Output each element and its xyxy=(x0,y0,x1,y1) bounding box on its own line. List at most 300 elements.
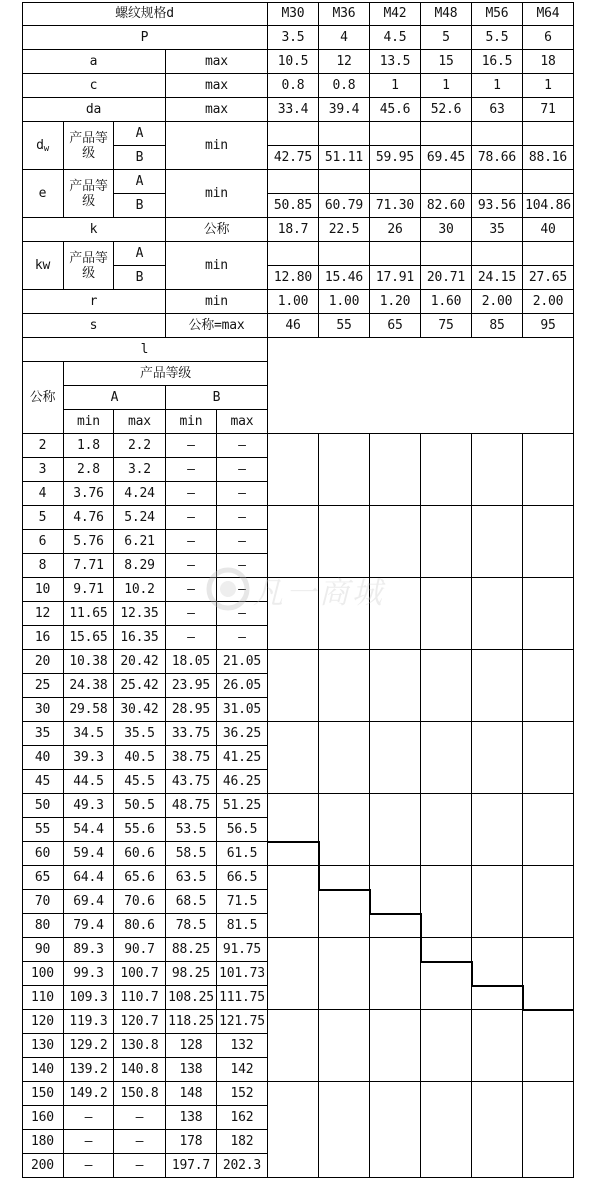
grade-b-value: 104.86 xyxy=(523,194,574,218)
prop-qualifier: min xyxy=(166,242,268,290)
prop-label: r xyxy=(22,290,166,314)
grade-b-value: 82.60 xyxy=(421,194,472,218)
l-value: — xyxy=(64,1154,114,1178)
l-value: 7.71 xyxy=(64,554,114,578)
l-value: 197.7 xyxy=(166,1154,217,1178)
grade-a-value xyxy=(370,122,421,146)
prop-value: 1 xyxy=(370,74,421,98)
grade-a-value xyxy=(523,242,574,266)
prop-label: k xyxy=(22,218,166,242)
prop-value: 52.6 xyxy=(421,98,472,122)
grade-label: 产品等级 xyxy=(64,242,114,290)
l-nominal: 6 xyxy=(22,530,64,554)
prop-value: 18 xyxy=(523,50,574,74)
l-value: 178 xyxy=(166,1130,217,1154)
watermark xyxy=(205,556,405,626)
prop-value: 85 xyxy=(472,314,523,338)
l-value: 30.42 xyxy=(114,698,166,722)
l-nominal: 45 xyxy=(22,770,64,794)
l-value: — xyxy=(166,458,217,482)
l-value: 34.5 xyxy=(64,722,114,746)
prop-value: 5.5 xyxy=(472,26,523,50)
size-column-area xyxy=(370,434,421,1178)
l-value: 24.38 xyxy=(64,674,114,698)
prop-value: 39.4 xyxy=(319,98,370,122)
l-value: 23.95 xyxy=(166,674,217,698)
l-grade-a: A xyxy=(64,386,166,410)
grade-b-value: 20.71 xyxy=(421,266,472,290)
grade-b-value: 27.65 xyxy=(523,266,574,290)
grade-a-value xyxy=(421,242,472,266)
size-header: M30 xyxy=(268,2,319,26)
l-value: 49.3 xyxy=(64,794,114,818)
l-value: 150.8 xyxy=(114,1082,166,1106)
l-value: 89.3 xyxy=(64,938,114,962)
grid-line xyxy=(268,505,574,506)
l-value: 65.6 xyxy=(114,866,166,890)
l-value: — xyxy=(64,1106,114,1130)
l-value: 48.75 xyxy=(166,794,217,818)
l-value: — xyxy=(217,506,268,530)
l-nominal: 140 xyxy=(22,1058,64,1082)
prop-value: 71 xyxy=(523,98,574,122)
prop-value: 10.5 xyxy=(268,50,319,74)
l-value: 63.5 xyxy=(166,866,217,890)
l-nominal: 90 xyxy=(22,938,64,962)
l-value: 68.5 xyxy=(166,890,217,914)
l-value: 56.5 xyxy=(217,818,268,842)
range-boundary-line xyxy=(523,1009,574,1011)
l-value: — xyxy=(114,1106,166,1130)
l-value: 130.8 xyxy=(114,1034,166,1058)
l-max-label: max xyxy=(114,410,166,434)
grade-b-value: 93.56 xyxy=(472,194,523,218)
range-boundary-line xyxy=(319,889,371,891)
grade-b: B xyxy=(114,146,166,170)
size-column-area xyxy=(421,434,472,1178)
l-value: 138 xyxy=(166,1058,217,1082)
l-nominal-label: 公称 xyxy=(22,362,64,434)
l-value: 98.25 xyxy=(166,962,217,986)
prop-value: 63 xyxy=(472,98,523,122)
l-value: 118.25 xyxy=(166,1010,217,1034)
l-nominal: 40 xyxy=(22,746,64,770)
grid-line xyxy=(268,865,574,866)
grade-b-value: 69.45 xyxy=(421,146,472,170)
size-column-area xyxy=(319,434,370,1178)
grade-a-value xyxy=(268,242,319,266)
l-value: 149.2 xyxy=(64,1082,114,1106)
grade-b-value: 17.91 xyxy=(370,266,421,290)
l-nominal: 4 xyxy=(22,482,64,506)
l-value: 40.5 xyxy=(114,746,166,770)
prop-value: 1.00 xyxy=(319,290,370,314)
l-value: 15.65 xyxy=(64,626,114,650)
grade-a-value xyxy=(472,242,523,266)
l-value: 21.05 xyxy=(217,650,268,674)
l-value: 110.7 xyxy=(114,986,166,1010)
grade-a-value xyxy=(472,170,523,194)
l-value: 80.6 xyxy=(114,914,166,938)
l-nominal: 20 xyxy=(22,650,64,674)
size-header: M64 xyxy=(523,2,574,26)
l-value: 10.2 xyxy=(114,578,166,602)
prop-value: 26 xyxy=(370,218,421,242)
l-value: 4.76 xyxy=(64,506,114,530)
l-value: 38.75 xyxy=(166,746,217,770)
range-boundary-line xyxy=(471,961,473,987)
l-value: 120.7 xyxy=(114,1010,166,1034)
l-value: 31.05 xyxy=(217,698,268,722)
l-value: 11.65 xyxy=(64,602,114,626)
l-value: 182 xyxy=(217,1130,268,1154)
graded-label: e xyxy=(22,170,64,218)
l-value: 70.6 xyxy=(114,890,166,914)
prop-value: 1 xyxy=(472,74,523,98)
grade-a-value xyxy=(523,170,574,194)
prop-value: 4.5 xyxy=(370,26,421,50)
l-value: 108.25 xyxy=(166,986,217,1010)
grade-label: 产品等级 xyxy=(64,170,114,218)
grid-line xyxy=(268,721,574,722)
l-value: 64.4 xyxy=(64,866,114,890)
l-value: 61.5 xyxy=(217,842,268,866)
prop-label: P xyxy=(22,26,268,50)
prop-value: 1.00 xyxy=(268,290,319,314)
l-value: 129.2 xyxy=(64,1034,114,1058)
l-value: 41.25 xyxy=(217,746,268,770)
grade-b-value: 78.66 xyxy=(472,146,523,170)
l-value: 202.3 xyxy=(217,1154,268,1178)
l-value: 43.75 xyxy=(166,770,217,794)
size-header: M48 xyxy=(421,2,472,26)
l-value: 71.5 xyxy=(217,890,268,914)
l-value: 18.05 xyxy=(166,650,217,674)
l-value: 36.25 xyxy=(217,722,268,746)
l-nominal: 80 xyxy=(22,914,64,938)
grade-a-value xyxy=(370,242,421,266)
l-value: 152 xyxy=(217,1082,268,1106)
size-column-area xyxy=(268,434,319,1178)
prop-value: 2.00 xyxy=(472,290,523,314)
l-value: 142 xyxy=(217,1058,268,1082)
l-nominal: 5 xyxy=(22,506,64,530)
range-boundary-line xyxy=(370,913,422,915)
grade-b-value: 42.75 xyxy=(268,146,319,170)
grade-a-value xyxy=(319,122,370,146)
prop-label: da xyxy=(22,98,166,122)
prop-value: 40 xyxy=(523,218,574,242)
prop-value: 46 xyxy=(268,314,319,338)
l-value: 51.25 xyxy=(217,794,268,818)
l-value: — xyxy=(166,482,217,506)
l-value: 44.5 xyxy=(64,770,114,794)
l-max-label: max xyxy=(217,410,268,434)
l-nominal: 25 xyxy=(22,674,64,698)
grade-a-value xyxy=(472,122,523,146)
range-boundary-line xyxy=(421,961,473,963)
grid-line xyxy=(268,1177,574,1178)
shop-logo-icon xyxy=(205,566,251,612)
grade-b: B xyxy=(114,194,166,218)
l-value: 91.75 xyxy=(217,938,268,962)
l-value: 121.75 xyxy=(217,1010,268,1034)
prop-value: 0.8 xyxy=(319,74,370,98)
l-value: 119.3 xyxy=(64,1010,114,1034)
l-value: — xyxy=(166,506,217,530)
prop-value: 0.8 xyxy=(268,74,319,98)
range-boundary-line xyxy=(369,889,371,915)
l-value: 88.25 xyxy=(166,938,217,962)
l-nominal: 3 xyxy=(22,458,64,482)
prop-value: 1 xyxy=(421,74,472,98)
grade-b-value: 60.79 xyxy=(319,194,370,218)
l-value: 55.6 xyxy=(114,818,166,842)
grade-b-value: 12.80 xyxy=(268,266,319,290)
grid-line xyxy=(268,649,574,650)
l-value: 50.5 xyxy=(114,794,166,818)
l-nominal: 10 xyxy=(22,578,64,602)
prop-qualifier: max xyxy=(166,50,268,74)
l-value: 101.73 xyxy=(217,962,268,986)
l-value: 54.4 xyxy=(64,818,114,842)
prop-value: 95 xyxy=(523,314,574,338)
l-value: 3.76 xyxy=(64,482,114,506)
l-value: — xyxy=(166,530,217,554)
l-value: 35.5 xyxy=(114,722,166,746)
l-value: 66.5 xyxy=(217,866,268,890)
l-value: 79.4 xyxy=(64,914,114,938)
l-value: 140.8 xyxy=(114,1058,166,1082)
l-value: 59.4 xyxy=(64,842,114,866)
grade-a-value xyxy=(268,122,319,146)
graded-label: kw xyxy=(22,242,64,290)
l-value: — xyxy=(166,578,217,602)
l-grade-label: 产品等级 xyxy=(64,362,268,386)
prop-value: 1 xyxy=(523,74,574,98)
range-boundary-line xyxy=(268,841,320,843)
spec-label: 螺纹规格d xyxy=(22,2,268,26)
l-nominal: 70 xyxy=(22,890,64,914)
l-value: 45.5 xyxy=(114,770,166,794)
prop-value: 18.7 xyxy=(268,218,319,242)
l-value: 100.7 xyxy=(114,962,166,986)
prop-qualifier: max xyxy=(166,74,268,98)
l-value: — xyxy=(114,1154,166,1178)
l-value: 4.24 xyxy=(114,482,166,506)
prop-qualifier: min xyxy=(166,290,268,314)
l-min-label: min xyxy=(166,410,217,434)
l-value: — xyxy=(166,434,217,458)
grade-a-value xyxy=(319,242,370,266)
l-value: — xyxy=(217,626,268,650)
l-value: 3.2 xyxy=(114,458,166,482)
l-value: 25.42 xyxy=(114,674,166,698)
l-value: 29.58 xyxy=(64,698,114,722)
prop-value: 55 xyxy=(319,314,370,338)
l-nominal: 35 xyxy=(22,722,64,746)
size-header: M56 xyxy=(472,2,523,26)
l-value: 78.5 xyxy=(166,914,217,938)
grade-a: A xyxy=(114,242,166,266)
l-nominal: 30 xyxy=(22,698,64,722)
l-nominal: 50 xyxy=(22,794,64,818)
l-value: — xyxy=(114,1130,166,1154)
grid-line xyxy=(268,1081,574,1082)
l-nominal: 110 xyxy=(22,986,64,1010)
l-value: — xyxy=(217,434,268,458)
grade-b-value: 71.30 xyxy=(370,194,421,218)
grade-a-value xyxy=(421,170,472,194)
prop-value: 13.5 xyxy=(370,50,421,74)
prop-qualifier: min xyxy=(166,122,268,170)
l-nominal: 12 xyxy=(22,602,64,626)
prop-qualifier: min xyxy=(166,170,268,218)
grade-b-value: 51.11 xyxy=(319,146,370,170)
l-value: 132 xyxy=(217,1034,268,1058)
l-value: 162 xyxy=(217,1106,268,1130)
l-nominal: 60 xyxy=(22,842,64,866)
prop-value: 33.4 xyxy=(268,98,319,122)
blank-area xyxy=(268,338,574,434)
l-grade-b: B xyxy=(166,386,268,410)
size-column-area xyxy=(523,434,574,1178)
l-value: 33.75 xyxy=(166,722,217,746)
l-value: 20.42 xyxy=(114,650,166,674)
l-value: 46.25 xyxy=(217,770,268,794)
grade-b-value: 24.15 xyxy=(472,266,523,290)
l-value: 8.29 xyxy=(114,554,166,578)
l-value: — xyxy=(166,602,217,626)
grade-b-value: 50.85 xyxy=(268,194,319,218)
size-header: M42 xyxy=(370,2,421,26)
prop-value: 4 xyxy=(319,26,370,50)
prop-label: a xyxy=(22,50,166,74)
l-nominal: 55 xyxy=(22,818,64,842)
l-value: 69.4 xyxy=(64,890,114,914)
l-value: 109.3 xyxy=(64,986,114,1010)
l-value: 138 xyxy=(166,1106,217,1130)
grade-a-value xyxy=(319,170,370,194)
l-nominal: 150 xyxy=(22,1082,64,1106)
range-boundary-line xyxy=(420,913,422,963)
l-value: 26.05 xyxy=(217,674,268,698)
l-value: 60.6 xyxy=(114,842,166,866)
l-value: — xyxy=(217,602,268,626)
l-value: 2.8 xyxy=(64,458,114,482)
l-nominal: 16 xyxy=(22,626,64,650)
prop-value: 65 xyxy=(370,314,421,338)
prop-value: 5 xyxy=(421,26,472,50)
l-nominal: 200 xyxy=(22,1154,64,1178)
l-value: — xyxy=(166,626,217,650)
l-nominal: 8 xyxy=(22,554,64,578)
l-value: — xyxy=(64,1130,114,1154)
grade-b-value: 15.46 xyxy=(319,266,370,290)
l-value: 58.5 xyxy=(166,842,217,866)
l-title: l xyxy=(22,338,268,362)
grade-a-value xyxy=(370,170,421,194)
grade-label: 产品等级 xyxy=(64,122,114,170)
prop-value: 75 xyxy=(421,314,472,338)
graded-label: d w xyxy=(22,122,64,170)
l-value: — xyxy=(166,554,217,578)
prop-value: 12 xyxy=(319,50,370,74)
prop-value: 3.5 xyxy=(268,26,319,50)
range-boundary-line xyxy=(522,985,524,1011)
grade-a: A xyxy=(114,122,166,146)
l-value: — xyxy=(217,482,268,506)
grade-b: B xyxy=(114,266,166,290)
prop-value: 45.6 xyxy=(370,98,421,122)
size-column-area xyxy=(472,434,523,1178)
grade-a-value xyxy=(523,122,574,146)
prop-qualifier: 公称 xyxy=(166,218,268,242)
l-value: 148 xyxy=(166,1082,217,1106)
l-value: — xyxy=(217,554,268,578)
prop-value: 1.20 xyxy=(370,290,421,314)
range-boundary-line xyxy=(472,985,524,987)
prop-value: 6 xyxy=(523,26,574,50)
prop-label: c xyxy=(22,74,166,98)
l-value: 10.38 xyxy=(64,650,114,674)
l-nominal: 180 xyxy=(22,1130,64,1154)
l-value: 9.71 xyxy=(64,578,114,602)
prop-qualifier: max xyxy=(166,98,268,122)
l-value: — xyxy=(217,578,268,602)
l-nominal: 100 xyxy=(22,962,64,986)
l-value: 1.8 xyxy=(64,434,114,458)
range-boundary-line xyxy=(318,841,320,891)
l-nominal: 130 xyxy=(22,1034,64,1058)
l-nominal: 120 xyxy=(22,1010,64,1034)
l-value: — xyxy=(217,530,268,554)
l-min-label: min xyxy=(64,410,114,434)
prop-qualifier: 公称=max xyxy=(166,314,268,338)
l-value: 111.75 xyxy=(217,986,268,1010)
l-nominal: 65 xyxy=(22,866,64,890)
prop-value: 15 xyxy=(421,50,472,74)
l-nominal: 2 xyxy=(22,434,64,458)
l-value: 99.3 xyxy=(64,962,114,986)
grade-b-value: 59.95 xyxy=(370,146,421,170)
l-nominal: 160 xyxy=(22,1106,64,1130)
prop-value: 35 xyxy=(472,218,523,242)
l-value: — xyxy=(217,458,268,482)
l-value: 53.5 xyxy=(166,818,217,842)
prop-value: 1.60 xyxy=(421,290,472,314)
l-value: 28.95 xyxy=(166,698,217,722)
l-value: 16.35 xyxy=(114,626,166,650)
l-value: 128 xyxy=(166,1034,217,1058)
l-value: 2.2 xyxy=(114,434,166,458)
grade-a-value xyxy=(421,122,472,146)
l-value: 39.3 xyxy=(64,746,114,770)
prop-value: 22.5 xyxy=(319,218,370,242)
l-value: 81.5 xyxy=(217,914,268,938)
prop-value: 16.5 xyxy=(472,50,523,74)
grade-a: A xyxy=(114,170,166,194)
prop-value: 2.00 xyxy=(523,290,574,314)
size-header: M36 xyxy=(319,2,370,26)
l-value: 6.21 xyxy=(114,530,166,554)
l-value: 5.24 xyxy=(114,506,166,530)
prop-value: 30 xyxy=(421,218,472,242)
grade-a-value xyxy=(268,170,319,194)
grade-b-value: 88.16 xyxy=(523,146,574,170)
l-value: 5.76 xyxy=(64,530,114,554)
l-value: 12.35 xyxy=(114,602,166,626)
